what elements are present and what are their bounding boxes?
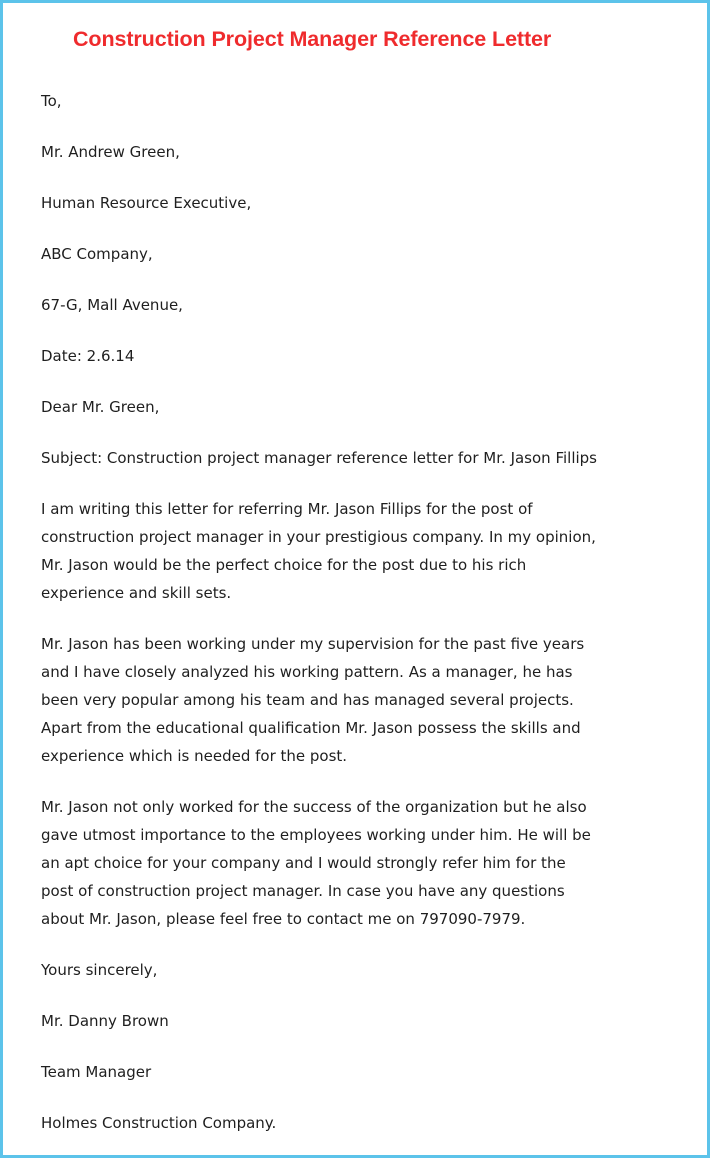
sender-name: Mr. Danny Brown (41, 1012, 169, 1030)
recipient-company: ABC Company, (41, 245, 153, 263)
paragraph-1 (41, 495, 681, 607)
paragraph-line: Mr. Jason would be the perfect choice for the post due to his rich (41, 556, 527, 574)
paragraph-3 (41, 793, 681, 933)
paragraph-line: construction project manager in your prestigious company. In my opinion, (41, 528, 596, 546)
subject-line: Subject: Construction project manager reference letter for Mr. Jason Fillips (41, 449, 597, 467)
paragraph-line: been very popular among his team and has managed several projects. (41, 691, 574, 709)
paragraph-line: Mr. Jason not only worked for the success of the organization but he also (41, 798, 587, 816)
letter-body (41, 87, 681, 1160)
paragraph-line: Mr. Jason has been working under my supervision for the past five years (41, 635, 585, 653)
paragraph-line: about Mr. Jason, please feel free to contact me on 797090-7979. (41, 910, 526, 928)
to-line: To, (41, 92, 62, 110)
recipient-title: Human Resource Executive, (41, 194, 252, 212)
recipient-name: Mr. Andrew Green, (41, 143, 180, 161)
paragraph-2 (41, 630, 681, 770)
salutation: Dear Mr. Green, (41, 398, 160, 416)
paragraph-line: gave utmost importance to the employees working under him. He will be (41, 826, 591, 844)
paragraph-line: I am writing this letter for referring Mr. Jason Fillips for the post of (41, 500, 533, 518)
letter-title: Construction Project Manager Reference Letter (73, 27, 552, 51)
paragraph-line: post of construction project manager. In case you have any questions (41, 882, 565, 900)
paragraph-line: Apart from the educational qualification Mr. Jason possess the skills and (41, 719, 581, 737)
paragraph-line: and I have closely analyzed his working pattern. As a manager, he has (41, 663, 573, 681)
paragraph-line: experience which is needed for the post. (41, 747, 348, 765)
paragraph-line: an apt choice for your company and I would strongly refer him for the (41, 854, 566, 872)
closing: Yours sincerely, (41, 961, 158, 979)
paragraph-line: experience and skill sets. (41, 584, 232, 602)
letter-date: Date: 2.6.14 (41, 347, 135, 365)
recipient-address: 67-G, Mall Avenue, (41, 296, 183, 314)
sender-company: Holmes Construction Company. (41, 1114, 277, 1132)
sender-title: Team Manager (41, 1063, 152, 1081)
